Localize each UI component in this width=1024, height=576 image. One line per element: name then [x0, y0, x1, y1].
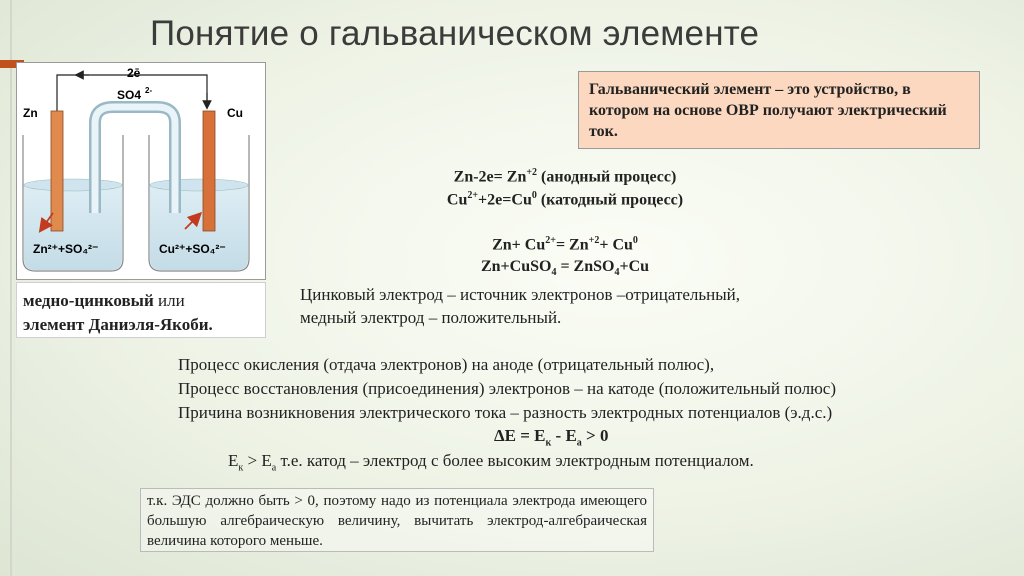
zn-label: Zn	[23, 106, 38, 120]
galvanic-cell-svg	[17, 63, 265, 279]
electrode-line-2: медный электрод – положительный.	[300, 308, 562, 327]
total-equation-molecular: Zn+CuSO$_4$ = ZnSO$_4$+Cu	[480, 258, 650, 279]
electrode-line-1: Цинковый электрод – источник электронов –отрицательный,	[300, 285, 741, 304]
caption-bold-2: элемент Даниэля-Якоби.	[23, 315, 213, 334]
electron-label: 2ē	[127, 66, 141, 80]
right-ions-label: Cu²⁺+SO₄²⁻	[159, 242, 226, 256]
note-box: т.к. ЭДС должно быть > 0, поэтому надо из потенциала электрода имеющего большую алгебраическую величину, вычитать электрод-алгебраическая величина которого меньше.	[140, 488, 654, 552]
galvanic-cell-diagram	[16, 62, 266, 280]
right-solution	[150, 185, 248, 270]
cu-label: Cu	[227, 106, 243, 120]
diagram-caption	[16, 282, 266, 338]
process-line-1: Процесс окисления (отдача электронов) на аноде (отрицательный полюс),	[178, 355, 715, 374]
total-equation-ionic: $Zn+ Cu^{2+}= Zn^{+2}+ Cu^0$	[492, 235, 638, 254]
caption-bold-1: медно-цинковый	[23, 291, 154, 310]
left-ions-label: Zn²⁺+SO₄²⁻	[33, 242, 99, 256]
process-line-3: Причина возникновения электрического тока – разность электродных потенциалов (э.д.с.)	[178, 403, 833, 422]
sulfate-charge: 2-	[145, 86, 153, 95]
copper-electrode	[203, 111, 215, 231]
process-line-2: Процесс восстановления (присоединения) электронов – на катоде (положительный полюс)	[178, 379, 836, 398]
sulfate-label: SO4	[117, 88, 142, 102]
potential-comparison: $E_к > E_а$ т.е. катод – электрод с более высоким электродным потенциалом.	[228, 451, 754, 474]
cathode-equation: $Cu^{2+}+2e=Cu^0$ (катодный процесс)	[446, 190, 684, 209]
left-solution	[24, 185, 122, 270]
emf-formula: $\Delta E = E_к - E_а > 0$	[494, 426, 609, 449]
caption-rest-1: или	[153, 291, 185, 310]
decor-line	[10, 0, 12, 576]
slide-title: Понятие о гальваническом элементе	[150, 14, 760, 53]
decor-line-thin	[14, 0, 15, 576]
definition-box: Гальванический элемент – это устройство, в котором на основе ОВР получают электрический ток.	[578, 71, 980, 149]
anode-equation: $Zn-2e= Zn^{+2}$ (анодный процесс)	[453, 167, 677, 186]
